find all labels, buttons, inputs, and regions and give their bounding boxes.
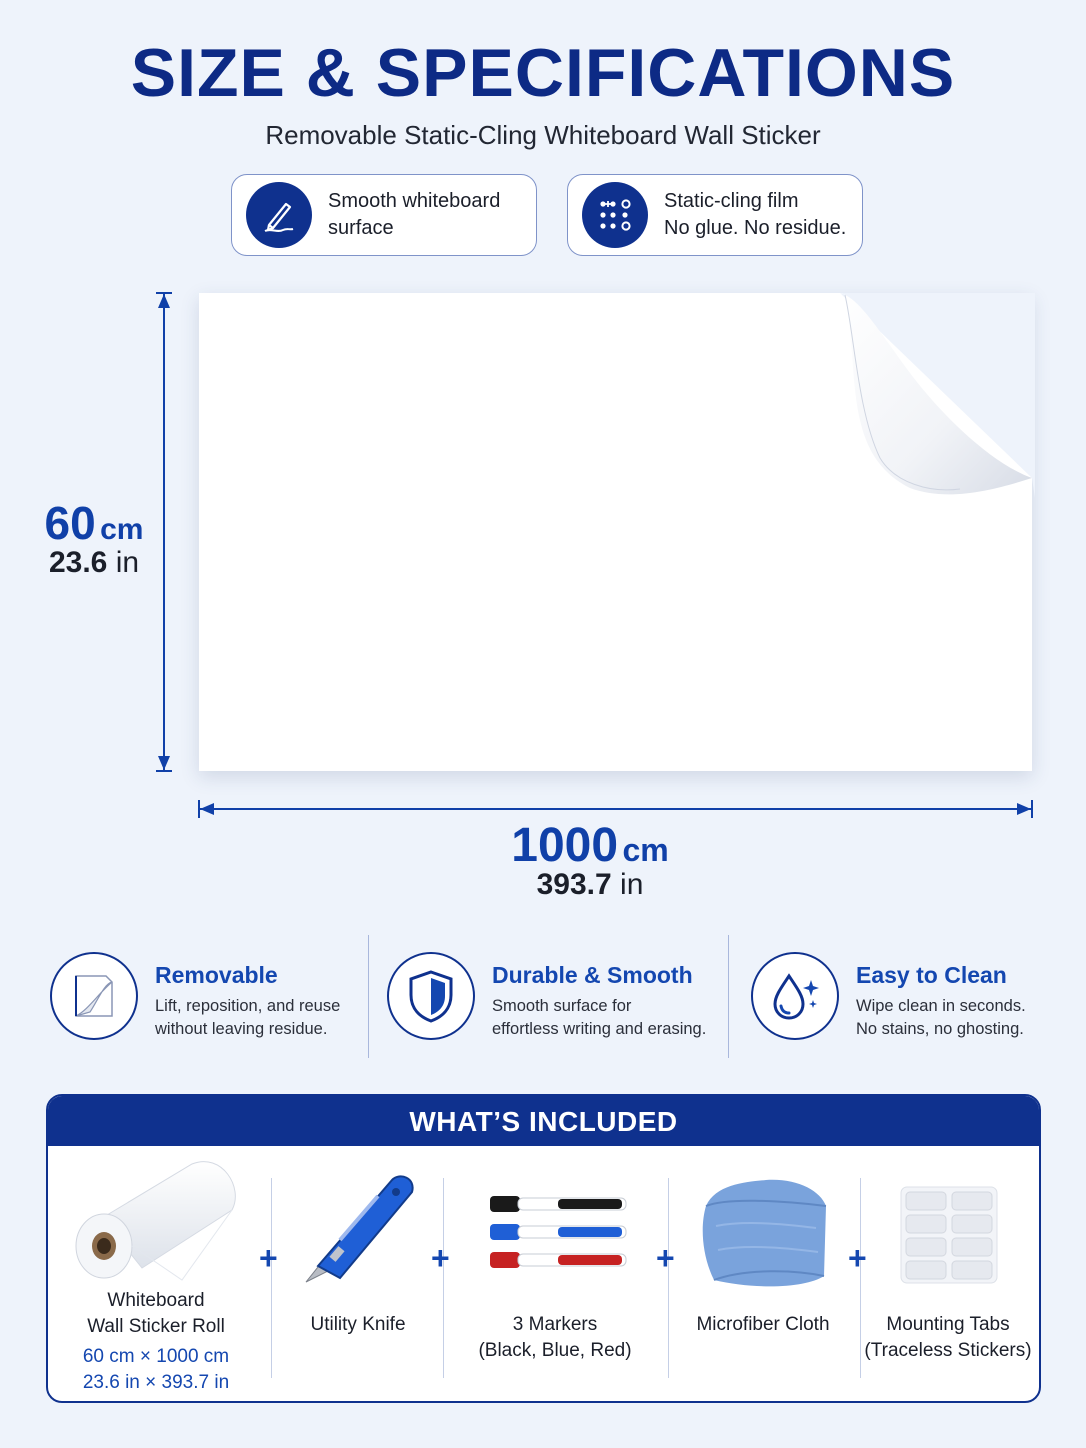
height-imperial-unit: in (115, 546, 140, 579)
width-imperial-unit: in (620, 868, 644, 901)
item-size-imperial: 23.6 in × 393.7 in (82, 1372, 230, 1393)
item-name: Microfiber Cloth (696, 1314, 830, 1335)
benefit-desc: Wipe clean in seconds. (856, 997, 1026, 1015)
page-subtitle: Removable Static-Cling Whiteboard Wall Sticker (265, 120, 821, 150)
feature-pill-surface (231, 174, 537, 256)
mounting-tabs-icon (900, 1186, 998, 1284)
plus-separator: + (848, 1240, 867, 1276)
benefit-durable (387, 952, 722, 1041)
water-drop-sparkle-icon (751, 952, 839, 1040)
feature-pill-static-cling (567, 174, 863, 256)
height-unit: cm (100, 513, 144, 546)
markers-icon (488, 1190, 630, 1276)
page-title: SIZE & SPECIFICATIONS (130, 35, 956, 111)
plus-separator: + (431, 1240, 450, 1276)
item-name: (Traceless Stickers) (864, 1340, 1032, 1361)
divider (368, 935, 369, 1058)
benefit-removable (50, 952, 360, 1041)
peel-sheet-icon (50, 952, 138, 1040)
feature-line: surface (328, 217, 394, 239)
cloth-icon (696, 1176, 832, 1294)
plus-separator: + (259, 1240, 278, 1276)
width-imperial-value: 393.7 (536, 868, 612, 901)
roll-icon (72, 1158, 242, 1282)
whats-included-heading: WHAT’S INCLUDED (48, 1096, 1039, 1146)
width-value: 1000 (511, 819, 619, 872)
included-item-knife (276, 1312, 440, 1338)
benefit-title: Durable & Smooth (492, 962, 693, 988)
page-curl-icon (840, 293, 1035, 498)
included-item-markers (460, 1312, 650, 1364)
plus-separator: + (656, 1240, 675, 1276)
benefit-desc: Smooth surface for (492, 997, 632, 1015)
benefit-desc: No stains, no ghosting. (856, 1020, 1024, 1038)
divider (728, 935, 729, 1058)
height-metric (0, 496, 188, 550)
benefit-desc: without leaving residue. (155, 1020, 328, 1038)
item-name: Utility Knife (310, 1314, 406, 1335)
width-metric (0, 818, 1086, 873)
height-imperial (0, 546, 188, 580)
benefit-desc: Lift, reposition, and reuse (155, 997, 341, 1015)
included-item-tabs (862, 1312, 1034, 1364)
included-item-roll (56, 1288, 256, 1396)
item-name: Whiteboard (107, 1290, 205, 1311)
benefit-easy-clean (751, 952, 1051, 1041)
feature-line: No glue. No residue. (664, 217, 847, 239)
shield-icon (387, 952, 475, 1040)
divider (860, 1178, 861, 1378)
item-name: Wall Sticker Roll (87, 1316, 225, 1337)
feature-line: Static-cling film (664, 190, 799, 212)
pen-writing-icon (246, 182, 312, 248)
utility-knife-icon (300, 1170, 420, 1288)
divider (271, 1178, 272, 1378)
height-value: 60 (44, 497, 96, 549)
included-item-cloth (680, 1312, 846, 1338)
benefit-desc: effortless writing and erasing. (492, 1020, 707, 1038)
width-imperial (0, 868, 1086, 902)
divider (443, 1178, 444, 1378)
width-unit: cm (622, 832, 669, 868)
feature-line: Smooth whiteboard (328, 190, 501, 212)
divider (668, 1178, 669, 1378)
dot-grid-icon (582, 182, 648, 248)
benefit-title: Easy to Clean (856, 962, 1007, 988)
item-size-metric: 60 cm × 1000 cm (82, 1346, 230, 1367)
item-name: Mounting Tabs (886, 1314, 1010, 1335)
item-name: 3 Markers (512, 1314, 598, 1335)
benefit-title: Removable (155, 962, 278, 988)
height-imperial-value: 23.6 (48, 546, 108, 579)
item-name: (Black, Blue, Red) (478, 1340, 632, 1361)
